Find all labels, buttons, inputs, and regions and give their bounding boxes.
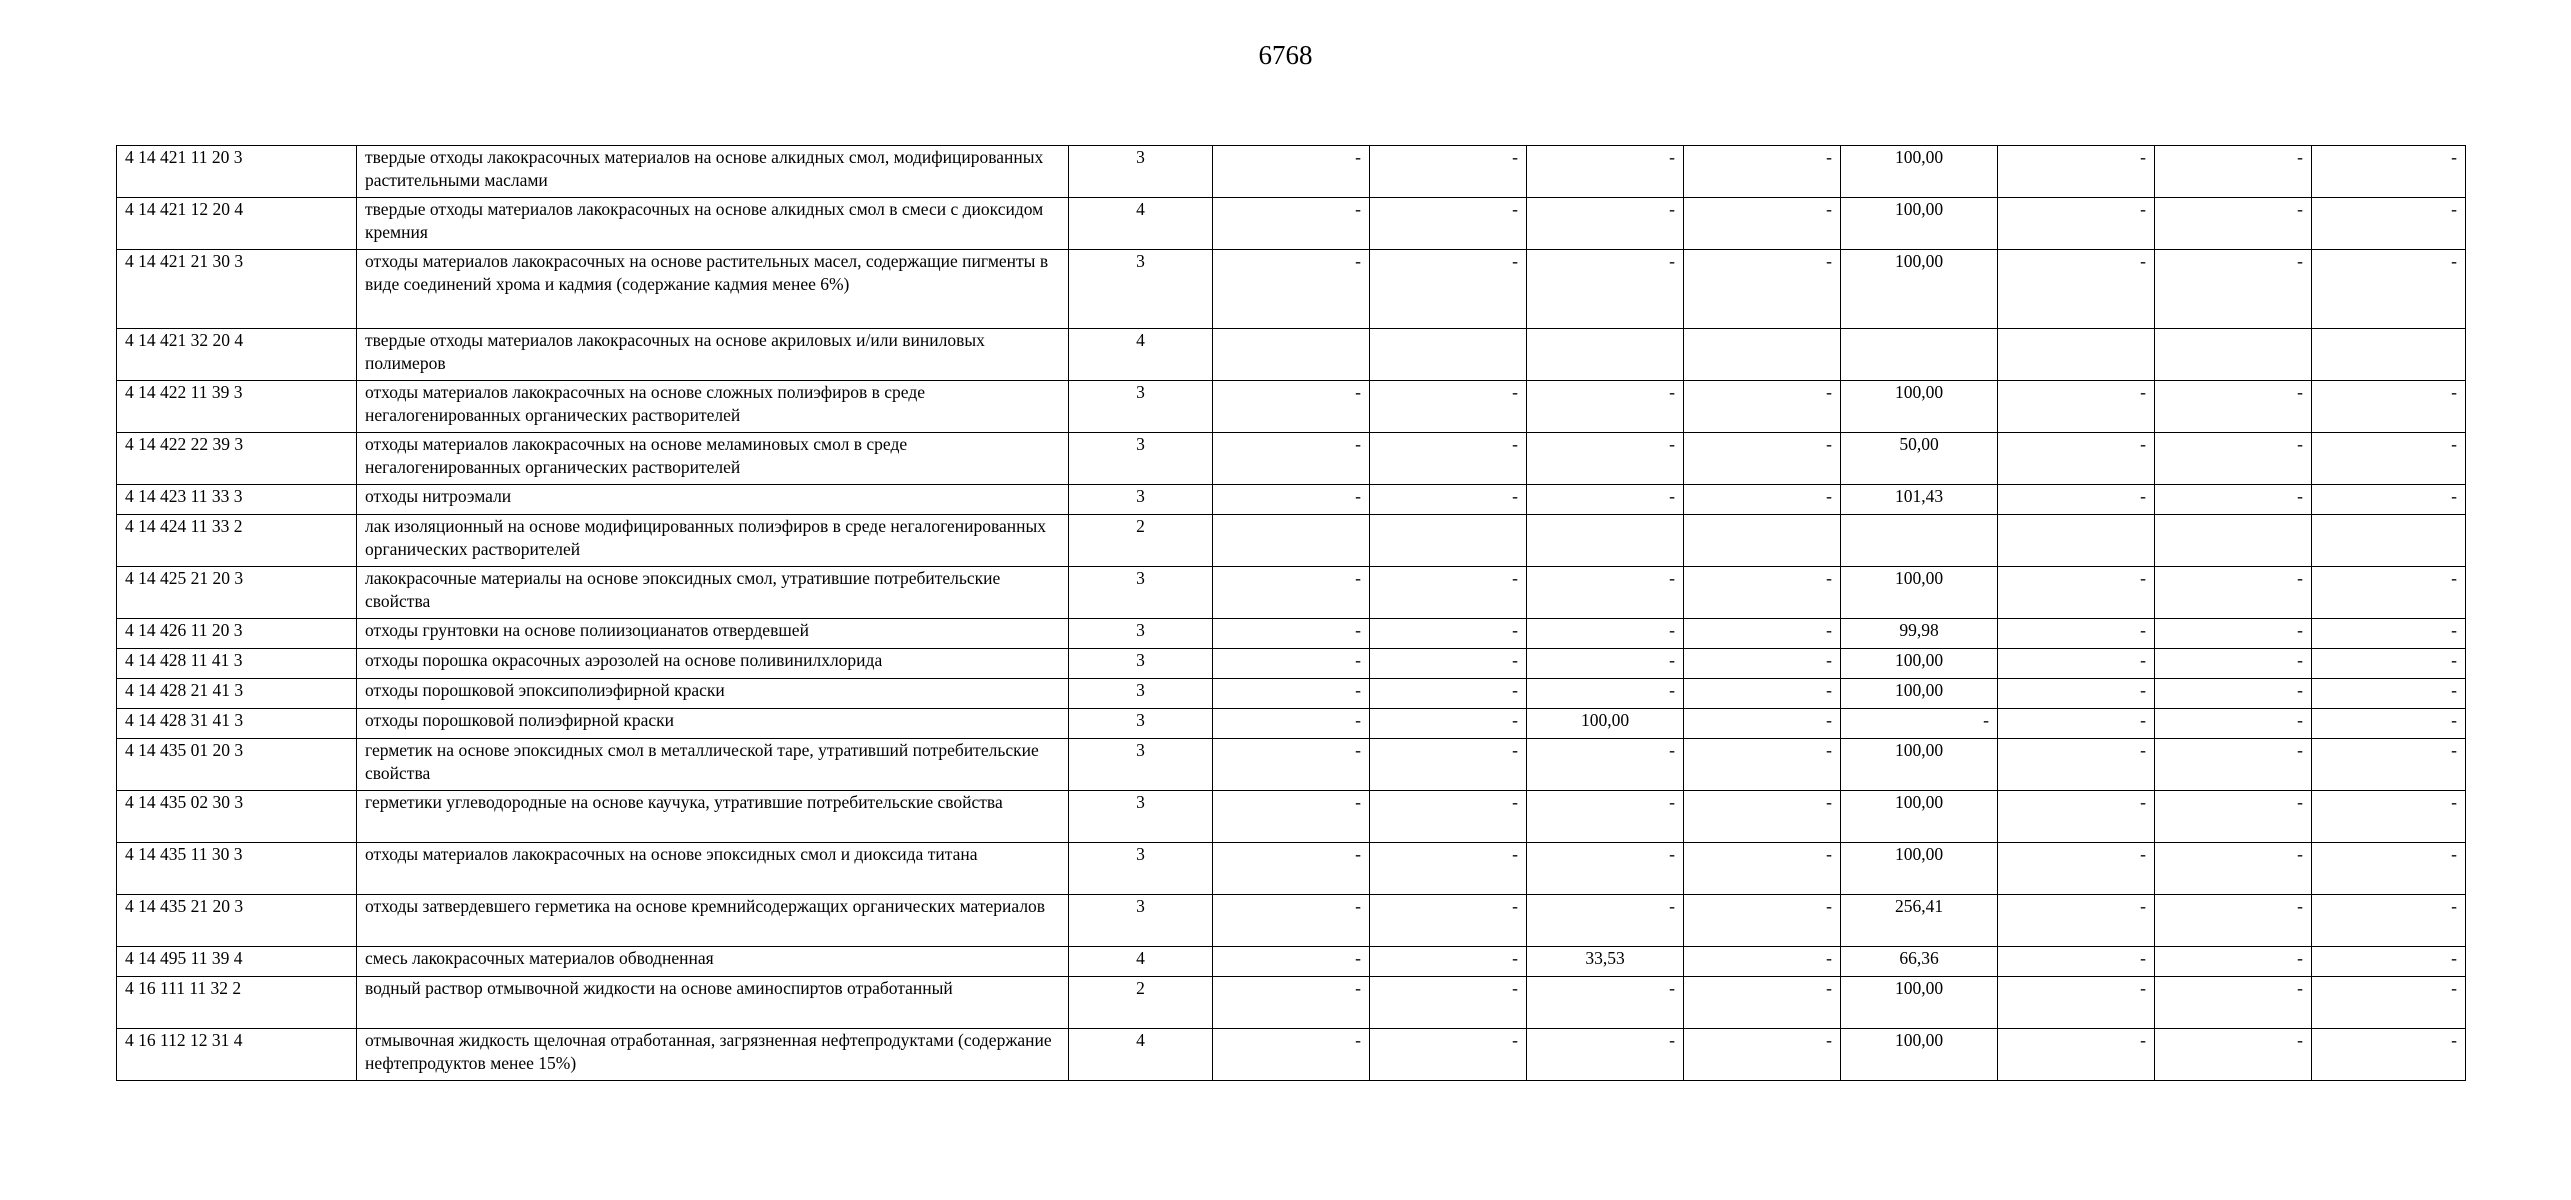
value-cell: - [1527,433,1684,485]
hazard-class-cell: 3 [1069,146,1213,198]
value-cell: - [1998,146,2155,198]
waste-code-cell: 4 16 111 11 32 2 [117,977,357,1029]
value-cell: - [1213,146,1370,198]
value-cell: - [1841,709,1998,739]
value-cell: - [1998,1029,2155,1081]
waste-name-cell: водный раствор отмывочной жидкости на основе аминоспиртов отработанный [357,977,1069,1029]
value-cell: - [1213,791,1370,843]
value-cell: 99,98 [1841,619,1998,649]
table-row [117,679,2466,709]
hazard-class-cell: 4 [1069,329,1213,381]
value-cell [2312,515,2466,567]
hazard-class-cell: 3 [1069,567,1213,619]
hazard-class-cell: 2 [1069,515,1213,567]
value-cell: - [1213,250,1370,329]
table-row [117,329,2466,381]
value-cell: - [1998,381,2155,433]
value-cell: - [2155,895,2312,947]
value-cell: - [1213,977,1370,1029]
value-cell [2155,515,2312,567]
page-number: 6768 [1258,40,1313,70]
hazard-class-cell: 3 [1069,619,1213,649]
value-cell: - [1213,619,1370,649]
waste-name-cell: отходы порошка окрасочных аэрозолей на основе поливинилхлорида [357,649,1069,679]
waste-code-cell: 4 14 422 22 39 3 [117,433,357,485]
value-cell: - [2155,739,2312,791]
hazard-class-cell: 3 [1069,709,1213,739]
hazard-class-cell: 4 [1069,1029,1213,1081]
hazard-class-cell: 3 [1069,791,1213,843]
waste-code-cell: 4 14 421 11 20 3 [117,146,357,198]
value-cell: - [2155,433,2312,485]
value-cell [1998,515,2155,567]
value-cell: - [1213,843,1370,895]
value-cell: - [1527,739,1684,791]
value-cell: 100,00 [1841,649,1998,679]
table-row [117,709,2466,739]
table-row [117,515,2466,567]
value-cell: - [2312,567,2466,619]
value-cell: - [2312,485,2466,515]
value-cell: - [1527,567,1684,619]
waste-code-cell: 4 14 422 11 39 3 [117,381,357,433]
value-cell: 100,00 [1841,567,1998,619]
value-cell: - [1998,433,2155,485]
table-row [117,791,2466,843]
value-cell: - [1370,679,1527,709]
hazard-class-cell: 4 [1069,198,1213,250]
waste-code-cell: 4 14 435 11 30 3 [117,843,357,895]
value-cell: - [1998,709,2155,739]
value-cell: - [1684,947,1841,977]
value-cell: - [1998,977,2155,1029]
value-cell: - [1527,485,1684,515]
table-row [117,977,2466,1029]
value-cell: - [1527,619,1684,649]
table-body [117,146,2466,1081]
value-cell: - [1998,198,2155,250]
waste-name-cell: отходы порошковой полиэфирной краски [357,709,1069,739]
value-cell: - [1213,649,1370,679]
waste-code-cell: 4 14 435 02 30 3 [117,791,357,843]
value-cell: - [1370,250,1527,329]
hazard-class-cell: 3 [1069,485,1213,515]
table-row [117,250,2466,329]
value-cell: - [2312,947,2466,977]
value-cell: - [1998,567,2155,619]
value-cell: - [1527,791,1684,843]
value-cell: - [2155,791,2312,843]
value-cell: - [2155,977,2312,1029]
value-cell: - [2312,679,2466,709]
hazard-class-cell: 3 [1069,250,1213,329]
waste-name-cell: твердые отходы лакокрасочных материалов на основе алкидных смол, модифицированных растительными маслами [357,146,1069,198]
waste-name-cell: лак изоляционный на основе модифицированных полиэфиров в среде негалогенированных органических растворителей [357,515,1069,567]
waste-name-cell: отходы материалов лакокрасочных на основе эпоксидных смол и диоксида титана [357,843,1069,895]
value-cell: - [1370,198,1527,250]
value-cell: 100,00 [1841,1029,1998,1081]
value-cell: - [1998,679,2155,709]
value-cell: - [1684,791,1841,843]
table-row [117,146,2466,198]
value-cell: - [1684,895,1841,947]
value-cell: - [2155,709,2312,739]
waste-code-cell: 4 14 421 21 30 3 [117,250,357,329]
waste-name-cell: отходы грунтовки на основе полиизоцианатов отвердевшей [357,619,1069,649]
table-row [117,895,2466,947]
waste-name-cell: отходы материалов лакокрасочных на основе сложных полиэфиров в среде негалогенированных органических растворителей [357,381,1069,433]
value-cell: - [1213,739,1370,791]
value-cell: - [2312,649,2466,679]
value-cell: - [1370,977,1527,1029]
value-cell: - [1370,843,1527,895]
waste-name-cell: отходы затвердевшего герметика на основе кремнийсодержащих органических материалов [357,895,1069,947]
table-row [117,198,2466,250]
value-cell: - [1684,739,1841,791]
value-cell: - [1213,947,1370,977]
value-cell: - [1213,567,1370,619]
value-cell: - [2155,381,2312,433]
value-cell: - [1684,381,1841,433]
value-cell: 50,00 [1841,433,1998,485]
hazard-class-cell: 3 [1069,739,1213,791]
value-cell: - [1527,895,1684,947]
value-cell: - [2155,843,2312,895]
table-row [117,381,2466,433]
value-cell: - [1684,843,1841,895]
value-cell: - [1527,381,1684,433]
value-cell: - [1370,947,1527,977]
value-cell: - [1527,198,1684,250]
value-cell: - [1684,146,1841,198]
value-cell: - [2312,709,2466,739]
value-cell: - [1684,567,1841,619]
value-cell: 101,43 [1841,485,1998,515]
value-cell: - [2155,1029,2312,1081]
waste-code-cell: 4 14 428 11 41 3 [117,649,357,679]
value-cell: - [1527,649,1684,679]
value-cell: - [1684,977,1841,1029]
waste-table [116,145,2466,1081]
waste-code-cell: 4 14 421 32 20 4 [117,329,357,381]
hazard-class-cell: 3 [1069,895,1213,947]
value-cell: - [1370,649,1527,679]
waste-code-cell: 4 14 424 11 33 2 [117,515,357,567]
value-cell: - [1998,791,2155,843]
value-cell: - [1998,895,2155,947]
waste-code-cell: 4 14 425 21 20 3 [117,567,357,619]
table-row [117,947,2466,977]
hazard-class-cell: 2 [1069,977,1213,1029]
table-row [117,739,2466,791]
value-cell [1213,515,1370,567]
value-cell: 100,00 [1841,679,1998,709]
value-cell: - [1998,619,2155,649]
hazard-class-cell: 3 [1069,649,1213,679]
value-cell: - [2312,739,2466,791]
hazard-class-cell: 3 [1069,679,1213,709]
value-cell: - [1370,1029,1527,1081]
value-cell: - [2312,433,2466,485]
value-cell [2312,329,2466,381]
value-cell: - [1684,649,1841,679]
waste-name-cell: отмывочная жидкость щелочная отработанная, загрязненная нефтепродуктами (содержание нефтепродуктов менее 15%) [357,1029,1069,1081]
value-cell: - [1684,1029,1841,1081]
value-cell: 100,00 [1841,791,1998,843]
value-cell [1370,515,1527,567]
hazard-class-cell: 3 [1069,843,1213,895]
waste-name-cell: твердые отходы материалов лакокрасочных на основе алкидных смол в смеси с диоксидом кремния [357,198,1069,250]
value-cell: - [2155,619,2312,649]
waste-code-cell: 4 14 423 11 33 3 [117,485,357,515]
value-cell: - [1527,977,1684,1029]
table-row [117,619,2466,649]
value-cell: - [1370,739,1527,791]
value-cell [2155,329,2312,381]
waste-code-cell: 4 16 112 12 31 4 [117,1029,357,1081]
value-cell: 100,00 [1841,843,1998,895]
value-cell: - [1527,250,1684,329]
value-cell: - [1370,146,1527,198]
value-cell: 100,00 [1841,250,1998,329]
value-cell: 100,00 [1841,739,1998,791]
value-cell: - [2312,1029,2466,1081]
value-cell: - [2312,250,2466,329]
waste-name-cell: смесь лакокрасочных материалов обводненная [357,947,1069,977]
value-cell: - [2155,567,2312,619]
value-cell: - [1527,1029,1684,1081]
value-cell: - [2155,198,2312,250]
hazard-class-cell: 3 [1069,433,1213,485]
value-cell: - [1213,709,1370,739]
value-cell: - [1998,485,2155,515]
value-cell: - [2155,250,2312,329]
value-cell: 100,00 [1841,381,1998,433]
waste-name-cell: отходы порошковой эпоксиполиэфирной краски [357,679,1069,709]
value-cell [1684,329,1841,381]
value-cell: - [1370,791,1527,843]
value-cell: - [1213,198,1370,250]
table-row [117,567,2466,619]
waste-name-cell: отходы нитроэмали [357,485,1069,515]
value-cell: - [1684,433,1841,485]
value-cell [1527,329,1684,381]
hazard-class-cell: 3 [1069,381,1213,433]
value-cell: - [1684,679,1841,709]
value-cell: - [1370,709,1527,739]
value-cell: - [1998,739,2155,791]
value-cell [1370,329,1527,381]
value-cell: - [2155,679,2312,709]
value-cell: - [2312,381,2466,433]
value-cell: - [2312,198,2466,250]
value-cell: 100,00 [1841,198,1998,250]
waste-name-cell: герметик на основе эпоксидных смол в металлической таре, утративший потребительские свойства [357,739,1069,791]
value-cell [1998,329,2155,381]
waste-code-cell: 4 14 426 11 20 3 [117,619,357,649]
value-cell: - [1213,1029,1370,1081]
waste-code-cell: 4 14 428 21 41 3 [117,679,357,709]
waste-code-cell: 4 14 435 01 20 3 [117,739,357,791]
value-cell: - [1684,198,1841,250]
value-cell: 100,00 [1841,977,1998,1029]
waste-code-cell: 4 14 428 31 41 3 [117,709,357,739]
waste-code-cell: 4 14 421 12 20 4 [117,198,357,250]
table-row [117,433,2466,485]
waste-name-cell: герметики углеводородные на основе каучука, утратившие потребительские свойства [357,791,1069,843]
waste-name-cell: твердые отходы материалов лакокрасочных на основе акриловых и/или виниловых полимеров [357,329,1069,381]
value-cell: - [2155,146,2312,198]
value-cell [1527,515,1684,567]
hazard-class-cell: 4 [1069,947,1213,977]
value-cell: 256,41 [1841,895,1998,947]
value-cell: - [1527,843,1684,895]
value-cell: 100,00 [1841,146,1998,198]
value-cell: - [1213,485,1370,515]
waste-code-cell: 4 14 495 11 39 4 [117,947,357,977]
value-cell [1841,515,1998,567]
waste-name-cell: отходы материалов лакокрасочных на основе растительных масел, содержащие пигменты в виде соединений хрома и кадмия (содержание кадмия менее 6%) [357,250,1069,329]
value-cell: - [2312,791,2466,843]
table-row [117,843,2466,895]
value-cell: - [2155,649,2312,679]
table-row [117,485,2466,515]
value-cell: - [1998,947,2155,977]
value-cell: - [1527,679,1684,709]
value-cell [1841,329,1998,381]
value-cell: - [2312,895,2466,947]
value-cell: - [1370,895,1527,947]
value-cell: - [1684,485,1841,515]
waste-code-cell: 4 14 435 21 20 3 [117,895,357,947]
waste-name-cell: отходы материалов лакокрасочных на основе меламиновых смол в среде негалогенированных органических растворителей [357,433,1069,485]
value-cell: - [1370,433,1527,485]
value-cell: - [1370,381,1527,433]
table-row [117,1029,2466,1081]
value-cell [1684,515,1841,567]
value-cell: - [1370,619,1527,649]
value-cell: - [1684,709,1841,739]
value-cell: - [2312,619,2466,649]
value-cell: - [1213,381,1370,433]
value-cell: - [2155,947,2312,977]
waste-name-cell: лакокрасочные материалы на основе эпоксидных смол, утратившие потребительские свойства [357,567,1069,619]
value-cell: - [2312,146,2466,198]
value-cell: - [1213,679,1370,709]
value-cell: - [2312,843,2466,895]
table-row [117,649,2466,679]
value-cell: - [1213,895,1370,947]
value-cell: - [1370,567,1527,619]
value-cell [1213,329,1370,381]
value-cell: 100,00 [1527,709,1684,739]
value-cell: - [2155,485,2312,515]
value-cell: 66,36 [1841,947,1998,977]
value-cell: - [1370,485,1527,515]
value-cell: - [1684,250,1841,329]
value-cell: 33,53 [1527,947,1684,977]
value-cell: - [1527,146,1684,198]
value-cell: - [1213,433,1370,485]
value-cell: - [1998,649,2155,679]
value-cell: - [1998,250,2155,329]
value-cell: - [1998,843,2155,895]
value-cell: - [1684,619,1841,649]
value-cell: - [2312,977,2466,1029]
